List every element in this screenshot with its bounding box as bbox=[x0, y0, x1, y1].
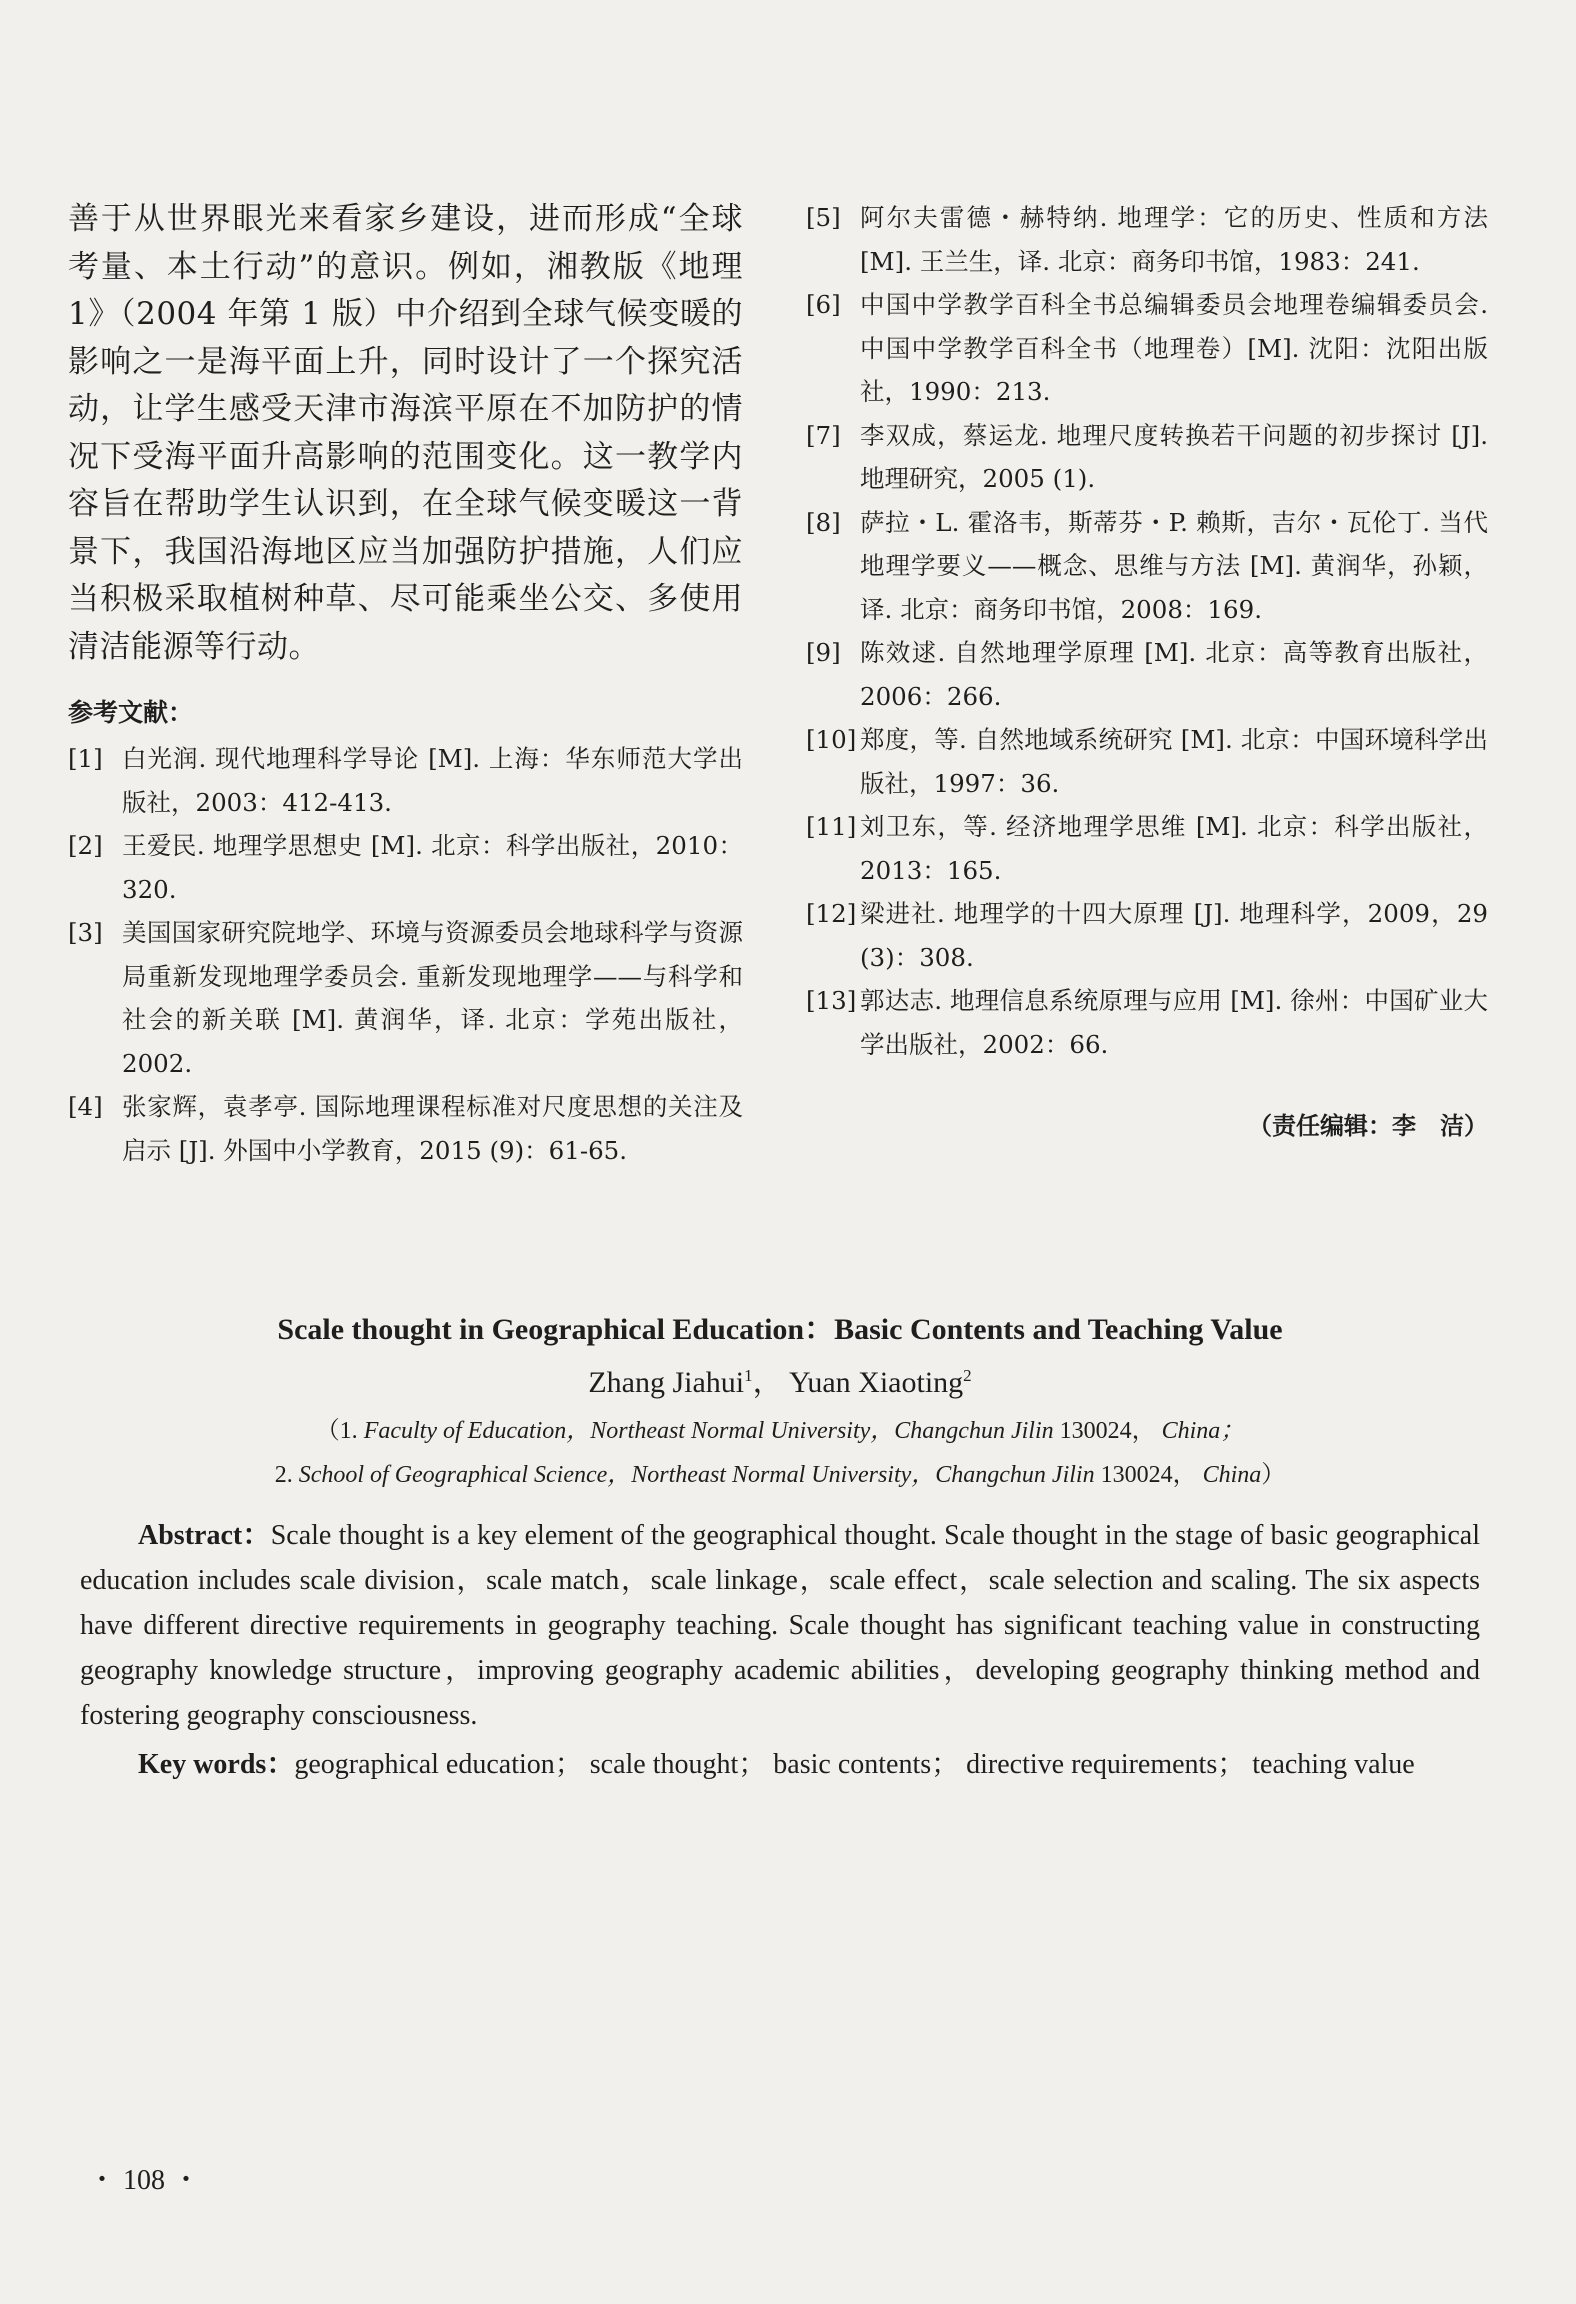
reference-item bbox=[68, 737, 743, 824]
page-number: ・ 108 ・ bbox=[88, 2165, 201, 2196]
english-title: Scale thought in Geographical Education：Basic Contents and Teaching Value bbox=[277, 1313, 1283, 1346]
keywords-label: Key words： bbox=[138, 1749, 295, 1780]
reference-text: 美国国家研究院地学、环境与资源委员会地球科学与资源局重新发现地理学委员会. 重新发现地理学——与科学和社会的新关联 [M]. 黄润华，译. 北京：学苑出版社，2002. bbox=[122, 918, 743, 1078]
reference-text: 梁进社. 地理学的十四大原理 [J]. 地理科学，2009，29 (3)：308. bbox=[860, 899, 1488, 972]
reference-text: 郭达志. 地理信息系统原理与应用 [M]. 徐州：中国矿业大学出版社，2002：66. bbox=[860, 986, 1488, 1059]
postal-code: 130024， bbox=[1100, 1462, 1197, 1488]
author-affiliation-mark: 1 bbox=[744, 1366, 753, 1385]
reference-text: 王爱民. 地理学思想史 [M]. 北京：科学出版社，2010：320. bbox=[122, 831, 743, 904]
reference-text: 萨拉・L. 霍洛韦，斯蒂芬・P. 赖斯，吉尔・瓦伦丁. 当代地理学要义——概念、思维与方法 [M]. 黄润华，孙颖，译. 北京：商务印书馆，2008：169. bbox=[860, 507, 1488, 624]
affiliation-country: China bbox=[1202, 1462, 1262, 1488]
reference-number: [7] bbox=[806, 420, 841, 450]
reference-number: [12] bbox=[806, 899, 857, 928]
reference-number: [10] bbox=[806, 725, 857, 754]
left-column bbox=[68, 196, 743, 1172]
postal-code: 130024， bbox=[1059, 1418, 1156, 1444]
body-paragraph: 善于从世界眼光来看家乡建设，进而形成“全球考量、本土行动”的意识。例如，湘教版《地理1》（2004 年第 1 版）中介绍到全球气候变暖的影响之一是海平面上升，同时设计了一个探究活动，让学生感受天津市海滨平原在不加防护的情况下受海平面升高影响的范围变化。这一教学内容旨在帮助学生认识到，在全球气候变暖这一背景下，我国沿海地区应当加强防护措施，人们应当积极采取植树种草、尽可能乘坐公交、多使用清洁能源等行动。 bbox=[68, 201, 743, 665]
reference-text: 中国中学教学百科全书总编辑委员会地理卷编辑委员会. 中国中学教学百科全书（地理卷）[M]. 沈阳：沈阳出版社，1990：213. bbox=[860, 290, 1488, 406]
reference-item bbox=[806, 892, 1488, 979]
reference-item bbox=[68, 911, 743, 1085]
author-affiliation-mark: 2 bbox=[963, 1366, 972, 1385]
reference-item bbox=[806, 501, 1488, 632]
reference-text: 陈效逑. 自然地理学原理 [M]. 北京：高等教育出版社，2006：266. bbox=[860, 638, 1488, 711]
reference-item bbox=[806, 414, 1488, 501]
reference-item bbox=[806, 979, 1488, 1066]
english-authors bbox=[80, 1354, 1480, 1405]
author-separator: ， bbox=[752, 1366, 783, 1399]
reference-item bbox=[806, 631, 1488, 718]
reference-text: 阿尔夫雷德・赫特纳. 地理学：它的历史、性质和方法 [M]. 王兰生，译. 北京：商务印书馆，1983：241. bbox=[860, 203, 1488, 276]
reference-text: 白光润. 现代地理科学导论 [M]. 上海：华东师范大学出版社，2003：412-413. bbox=[122, 744, 743, 817]
responsible-editor: （责任编辑：李 洁） bbox=[1248, 1112, 1488, 1140]
reference-text: 郑度，等. 自然地域系统研究 [M]. 北京：中国环境科学出版社，1997：36. bbox=[860, 725, 1488, 798]
right-column bbox=[806, 196, 1488, 1141]
abstract-text: Scale thought is a key element of the geographical thought. Scale thought in the stage of basic geographical education includes scale division，scale match，scale linkage，scale effect，scale selection and scaling. The six aspects have different directive requirements in geography teaching. Scale thought has significant teaching value in constructing geography knowledge structure，improving geography academic abilities，developing geography thinking method and fostering geography consciousness. bbox=[80, 1520, 1480, 1731]
affiliation-text: School of Geographical Science，Northeast Normal University，Changchun Jilin bbox=[298, 1462, 1095, 1488]
reference-item bbox=[806, 196, 1488, 283]
english-abstract-section bbox=[80, 1310, 1480, 1787]
reference-text: 刘卫东，等. 经济地理学思维 [M]. 北京：科学出版社，2013：165. bbox=[860, 812, 1488, 885]
reference-number: [3] bbox=[68, 918, 103, 947]
reference-number: [4] bbox=[68, 1092, 103, 1121]
reference-number: [5] bbox=[806, 203, 841, 232]
abstract-label: Abstract： bbox=[138, 1520, 271, 1551]
reference-number: [2] bbox=[68, 831, 103, 860]
reference-item bbox=[806, 283, 1488, 414]
reference-number: [11] bbox=[806, 812, 857, 841]
affiliation-number: （1. bbox=[315, 1418, 358, 1444]
affiliation-text: Faculty of Education，Northeast Normal University，Changchun Jilin bbox=[363, 1418, 1054, 1444]
references-list-right bbox=[806, 196, 1488, 1066]
english-keywords bbox=[80, 1742, 1480, 1787]
affiliation-line bbox=[80, 1409, 1480, 1453]
affiliation-number: 2. bbox=[274, 1462, 293, 1488]
reference-number: [1] bbox=[68, 744, 103, 773]
reference-item bbox=[806, 718, 1488, 805]
references-heading: 参考文献： bbox=[68, 698, 194, 727]
references-list-left bbox=[68, 737, 743, 1172]
reference-number: [13] bbox=[806, 986, 857, 1015]
reference-text: 李双成，蔡运龙. 地理尺度转换若干问题的初步探讨 [J]. 地理研究，2005 (1). bbox=[860, 420, 1488, 493]
affiliation-line bbox=[80, 1453, 1480, 1497]
author-name: Yuan Xiaoting bbox=[789, 1366, 964, 1399]
reference-number: [9] bbox=[806, 638, 841, 667]
reference-item bbox=[806, 805, 1488, 892]
reference-number: [6] bbox=[806, 290, 841, 319]
reference-item bbox=[68, 824, 743, 911]
affiliation-close: ） bbox=[1261, 1462, 1286, 1488]
reference-text: 张家辉，袁孝亭. 国际地理课程标准对尺度思想的关注及启示 [J]. 外国中小学教育，2015 (9)：61-65. bbox=[122, 1092, 743, 1165]
affiliation-country: China； bbox=[1161, 1418, 1245, 1444]
english-abstract bbox=[80, 1513, 1480, 1738]
reference-number: [8] bbox=[806, 507, 841, 537]
reference-item bbox=[68, 1085, 743, 1172]
keywords-text: geographical education； scale thought； basic contents； directive requirements； teaching value bbox=[294, 1749, 1415, 1780]
author-name: Zhang Jiahui bbox=[588, 1366, 745, 1399]
